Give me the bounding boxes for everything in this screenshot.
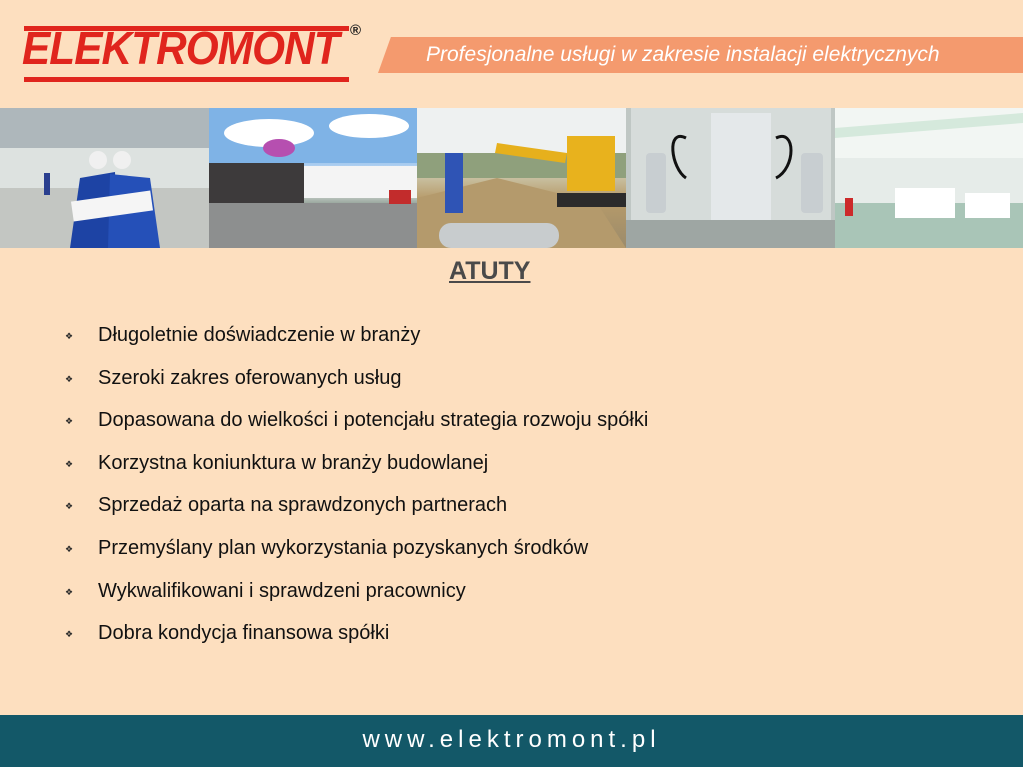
electrical-cabinet-photo	[626, 108, 835, 248]
registered-mark: ®	[350, 22, 362, 39]
list-item-text: Sprzedaż oparta na sprawdzonych partnerach	[98, 494, 508, 517]
building-street-photo	[209, 108, 417, 248]
list-item-text: Długoletnie doświadczenie w branży	[98, 324, 421, 346]
list-item-text: Przemyślany plan wykorzystania pozyskanych środków	[98, 536, 589, 559]
list-item-text: Wykwalifikowani i sprawdzeni pracownicy	[98, 579, 466, 602]
list-item-text: Dopasowana do wielkości i potencjału strategia rozwoju spółki	[98, 409, 649, 432]
list-item-text: Dobra kondycja finansowa spółki	[98, 622, 390, 645]
company-logo	[22, 22, 367, 84]
header	[0, 0, 1023, 108]
diamond-bullet-icon: ❖	[65, 586, 74, 597]
photo-strip	[0, 108, 1023, 248]
website-url[interactable]: www.elektromont.pl	[362, 726, 661, 753]
diamond-bullet-icon: ❖	[65, 416, 74, 427]
warehouse-interior-photo	[835, 108, 1023, 248]
workers-warehouse-photo	[0, 108, 209, 248]
diamond-bullet-icon: ❖	[65, 458, 74, 469]
tagline: Profesjonalne usługi w zakresie instalacji elektrycznych	[426, 43, 940, 66]
list-item-text: Korzystna koniunktura w branży budowlanej	[98, 451, 489, 474]
diamond-bullet-icon: ❖	[65, 501, 74, 512]
logo-text: ELEKTROMONT	[22, 22, 339, 74]
logo-bar-bottom	[24, 77, 349, 82]
diamond-bullet-icon: ❖	[65, 373, 74, 384]
section-title: ATUTY	[449, 257, 531, 285]
diamond-bullet-icon: ❖	[65, 629, 74, 640]
diamond-bullet-icon: ❖	[65, 331, 74, 341]
list-item-text: Szeroki zakres oferowanych usług	[98, 366, 402, 389]
excavator-site-photo	[417, 108, 626, 248]
diamond-bullet-icon: ❖	[65, 543, 74, 554]
